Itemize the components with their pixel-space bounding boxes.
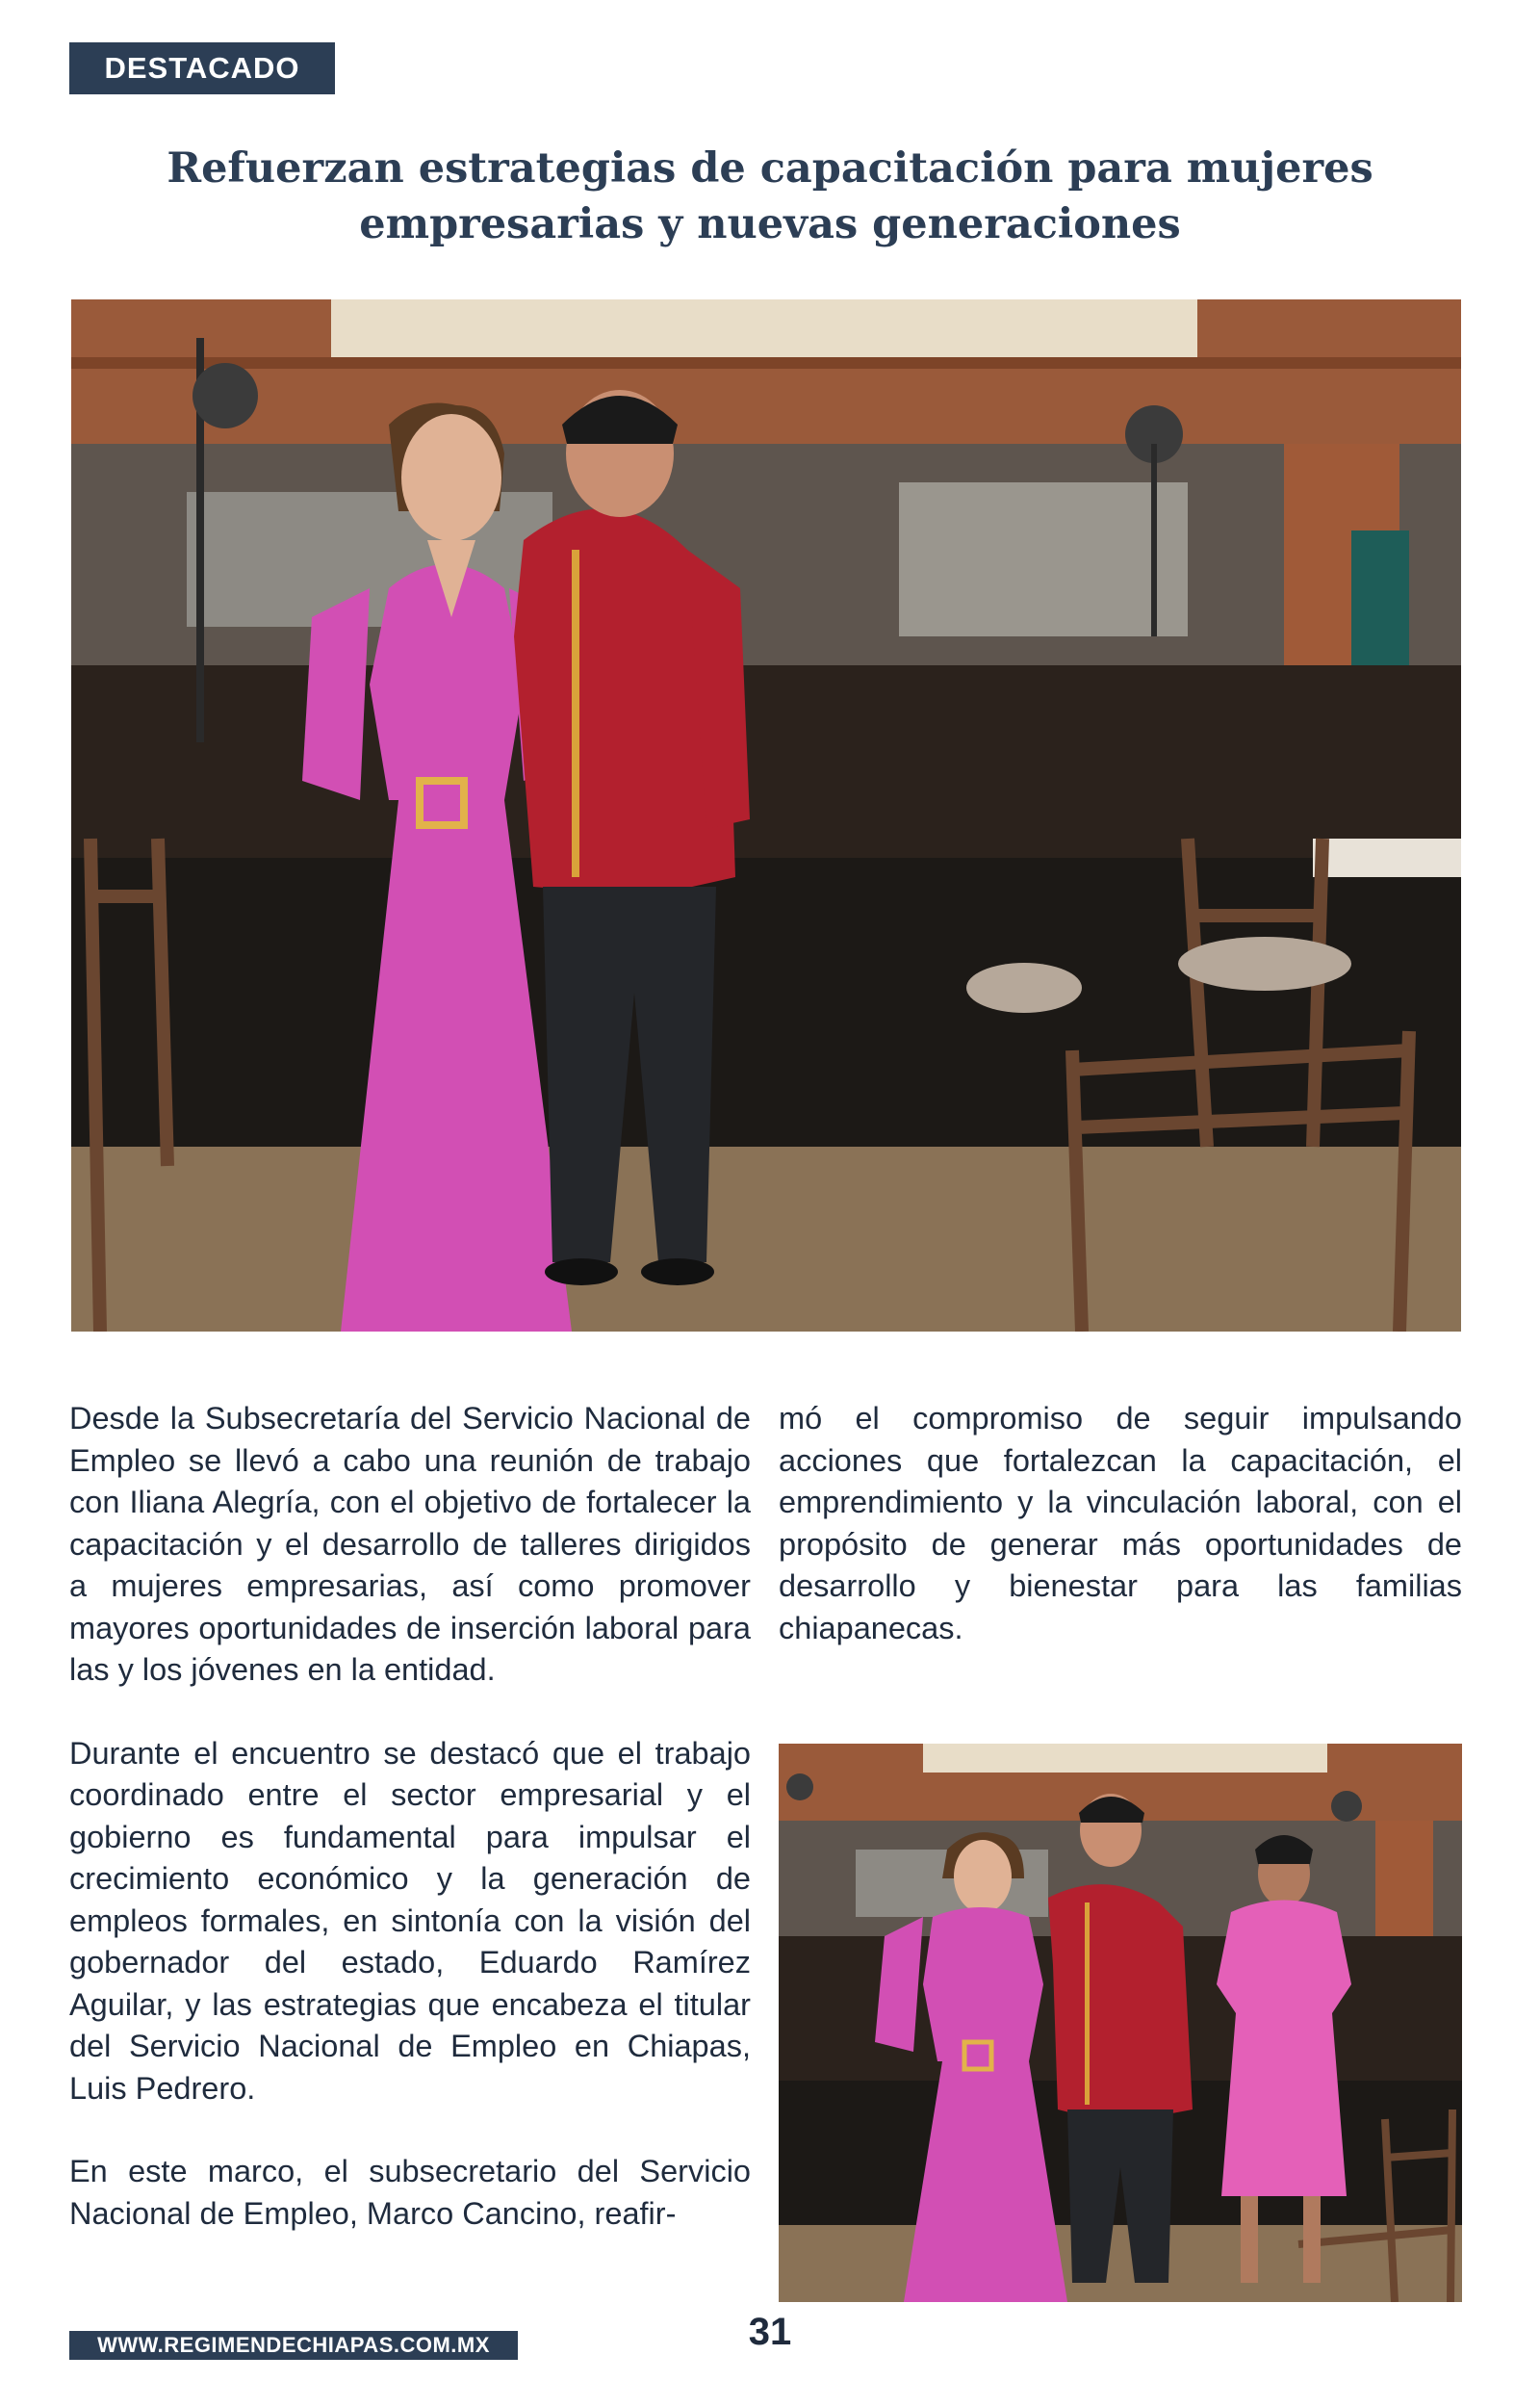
headline-line-2: empresarias y nuevas generaciones bbox=[359, 200, 1181, 248]
paragraph: En este marco, el subsecretario del Servicio Nacional de Empleo, Marco Cancino, reafir- bbox=[69, 2154, 751, 2231]
main-photo-illustration bbox=[71, 299, 1461, 1332]
paragraph: mó el compromiso de seguir impulsando acciones que fortalezcan la capacitación, el emprendimiento y la vinculación laboral, con el propósito de generar más oportunidades de desarrollo y bienestar para las familias chiapanecas. bbox=[779, 1401, 1462, 1645]
article-headline bbox=[116, 141, 1424, 252]
secondary-photo bbox=[779, 1744, 1462, 2302]
section-tag: DESTACADO bbox=[69, 42, 335, 94]
article-body-left bbox=[69, 1398, 751, 2276]
article-body-right bbox=[779, 1398, 1462, 1691]
secondary-photo-illustration bbox=[779, 1744, 1462, 2302]
paragraph: Durante el encuentro se destacó que el trabajo coordinado entre el sector empresarial y el gobierno es fundamental para impulsar el crecimiento económico y la generación de empleos formales, en sintonía con la visión del gobernador del estado, Eduardo Ramírez Aguilar, y las estrategias que encabeza el titular del Servicio Nacional de Empleo en Chiapas, Luis Pedrero. bbox=[69, 1735, 751, 2106]
main-photo bbox=[71, 299, 1461, 1332]
website-url: WWW.REGIMENDECHIAPAS.COM.MX bbox=[69, 2331, 518, 2360]
page-number: 31 bbox=[748, 2311, 792, 2353]
headline-line-1: Refuerzan estrategias de capacitación para mujeres bbox=[167, 144, 1373, 193]
paragraph: Desde la Subsecretaría del Servicio Nacional de Empleo se llevó a cabo una reunión de trabajo con Iliana Alegría, con el objetivo de fortalecer la capacitación y el desarrollo de talleres dirigidos a mujeres empresarias, así como promover mayores oportunidades de inserción laboral para las y los jóvenes en la entidad. bbox=[69, 1401, 751, 1687]
